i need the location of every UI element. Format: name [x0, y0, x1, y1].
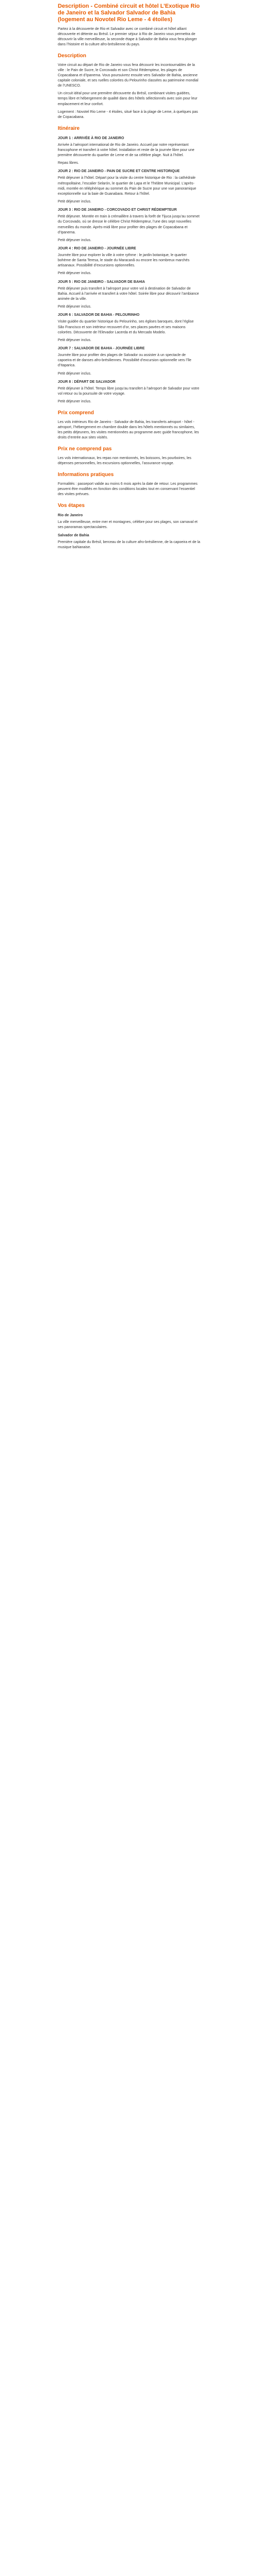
itinerary-day-title: JOUR 4 : RIO DE JANEIRO - JOURNÉE LIBRE: [58, 246, 136, 250]
itinerary-heading: Itinéraire: [58, 126, 80, 132]
notes-section: [58, 471, 200, 497]
itinerary-day: [58, 136, 200, 166]
visit-item: [58, 513, 200, 530]
included-section: [58, 410, 200, 440]
notes-heading: Informations pratiques: [58, 472, 114, 478]
description-paragraph: Un circuit idéal pour une première découverte du Brésil, combinant visites guidées, temps libre et hébergement de qualité dans des hôtels sélectionnés avec soin pour leur emplacement et leur confort.: [58, 92, 198, 106]
itinerary-day-title: JOUR 7 : SALVADOR DE BAHIA - JOURNÉE LIBRE: [58, 347, 145, 351]
visits-section: [58, 502, 200, 550]
visits-list: [58, 513, 200, 551]
itinerary-days: [58, 136, 200, 405]
itinerary-day-title: JOUR 8 : DÉPART DE SALVADOR: [58, 380, 116, 384]
itinerary-day-title: JOUR 3 : RIO DE JANEIRO - CORCOVADO ET CHRIST RÉDEMPTEUR: [58, 208, 177, 212]
visit-item: [58, 533, 200, 550]
not-included-text: Les vols internationaux, les repas non mentionnés, les boissons, les pourboires, les dépenses personnelles, les excursions optionnelles, l’assurance voyage.: [58, 456, 191, 465]
included-heading: Prix comprend: [58, 410, 94, 416]
visit-text: Première capitale du Brésil, berceau de la culture afro-brésilienne, de la capoeira et de la musique bahianaise.: [58, 540, 200, 550]
itinerary-day-text: Journée libre pour profiter des plages de Salvador ou assister à un spectacle de capoeira et de danses afro-brésiliennes. Possibilité d’excursion optionnelle vers l’île d’Itaparica.: [58, 353, 191, 368]
description-heading: Description: [58, 53, 87, 59]
included-text: Les vols intérieurs Rio de Janeiro - Salvador de Bahia, les transferts aéroport - hôtel - aéroport, l’hébergement en chambre double dans les hôtels mentionnés ou similaires, les petits déjeuners, les visites mentionnées au programme avec guide francophone, les droits d’entrée aux sites visités.: [58, 420, 199, 440]
description-paragraph: Votre circuit au départ de Rio de Janeiro vous fera découvrir les incontournables de la ville : le Pain de Sucre, le Corcovado et son Christ Rédempteur, les plages de Copacabana et d’Ipanema. Vous poursuivrez ensuite vers Salvador de Bahia, ancienne capitale coloniale, et ses ruelles colorées du Pelourinho classées au patrimoine mondial de l’UNESCO.: [58, 63, 199, 88]
intro-block: [58, 27, 200, 48]
itinerary-day-text: Journée libre pour explorer la ville à votre rythme : le jardin botanique, le quartier bohème de Santa Teresa, le stade du Maracanã ou encore les nombreux marchés artisanaux. Possibilité d’excursions optionnelles.: [58, 253, 190, 268]
itinerary-day-meals: Petit déjeuner inclus.: [58, 199, 91, 204]
itinerary-day-title: JOUR 2 : RIO DE JANEIRO - PAIN DE SUCRE ET CENTRE HISTORIQUE: [58, 170, 180, 174]
itinerary-day-meals: Petit déjeuner inclus.: [58, 338, 91, 342]
not-included-heading: Prix ne comprend pas: [58, 446, 112, 452]
itinerary-day-text: Arrivée à l’aéroport international de Rio de Janeiro. Accueil par notre représentant francophone et transfert à votre hôtel. Installation et reste de la journée libre pour une première découverte du quartier de Leme et de sa célèbre plage. Nuit à l’hôtel.: [58, 143, 195, 157]
itinerary-day: [58, 246, 200, 277]
notes-text: Formalités : passeport valide au moins 6 mois après la date de retour. Les programmes peuvent être modifiés en fonction des conditions locales tout en conservant l’essentiel des visites prévues.: [58, 482, 198, 496]
visits-heading: Vos étapes: [58, 503, 85, 509]
itinerary-day-title: JOUR 1 : ARRIVÉE À RIO DE JANEIRO: [58, 136, 124, 140]
not-included-section: [58, 446, 200, 466]
description-section: [58, 53, 200, 120]
itinerary-day: [58, 208, 200, 243]
itinerary-day-text: Petit déjeuner. Montée en train à crémaillère à travers la forêt de Tijuca jusqu’au sommet du Corcovado, où se dresse le célèbre Christ Rédempteur, l’une des sept nouvelles merveilles du monde. Après-midi libre pour profiter des plages de Copacabana et d’Ipanema.: [58, 215, 200, 234]
itinerary-day: [58, 380, 200, 405]
itinerary-day-text: Visite guidée du quartier historique du Pelourinho, ses églises baroques, dont l’église São Francisco et son intérieur recouvert d’or, ses places pavées et ses maisons colorées. Découverte de l’Elevador Lacerda et du Mercado Modelo.: [58, 320, 194, 334]
itinerary-day-meals: Petit déjeuner inclus.: [58, 238, 91, 242]
itinerary-day-text: Petit déjeuner à l’hôtel. Départ pour la visite du centre historique de Rio : la cathédrale métropolitaine, l’escalier Selarón, le quartier de Lapa et le Théâtre Municipal. L’après-midi, montée en téléphérique au sommet du Pain de Sucre pour une vue panoramique exceptionnelle sur la baie de Guanabara. Retour à l’hôtel.: [58, 176, 197, 196]
itinerary-section: [58, 125, 200, 404]
itinerary-day: [58, 169, 200, 205]
visit-text: La ville merveilleuse, entre mer et montagnes, célèbre pour ses plages, son carnaval et ses panoramas spectaculaires.: [58, 520, 198, 529]
itinerary-day-meals: Petit déjeuner inclus.: [58, 272, 91, 276]
itinerary-day-meals: Repas libres.: [58, 161, 79, 165]
visit-title: Rio de Janeiro: [58, 513, 83, 517]
itinerary-day: [58, 280, 200, 310]
itinerary-day-title: JOUR 6 : SALVADOR DE BAHIA - PELOURINHO: [58, 313, 140, 317]
intro-text: Partez à la découverte de Rio et Salvador avec ce combiné circuit et hôtel alliant découverte et détente au Brésil. Le premier séjour à Rio de Janeiro vous permettra de découvrir la ville merveilleuse, la seconde étape à Salvador de Bahia vous fera plonger dans l’histoire et la culture afro-brésilienne du pays.: [58, 27, 197, 46]
page-container: [0, 0, 258, 550]
itinerary-day: [58, 313, 200, 343]
itinerary-day-meals: Petit déjeuner inclus.: [58, 400, 91, 404]
description-paragraph: Logement : Novotel Rio Leme - 4 étoiles, situé face à la plage de Leme, à quelques pas de Copacabana.: [58, 110, 198, 119]
page-title: Description - Combiné circuit et hôtel L’Exotique Rio de Janeiro et la Salvador Salvador de Bahia (logement au Novotel Rio Leme - 4 étoiles): [58, 3, 200, 23]
itinerary-day-text: Petit déjeuner puis transfert à l’aéroport pour votre vol à destination de Salvador de Bahia. Accueil à l’arrivée et transfert à votre hôtel. Soirée libre pour découvrir l’ambiance animée de la ville.: [58, 286, 199, 301]
itinerary-day-meals: Petit déjeuner inclus.: [58, 371, 91, 376]
visit-title: Salvador de Bahia: [58, 533, 89, 537]
itinerary-day: [58, 346, 200, 377]
itinerary-day-meals: Petit déjeuner inclus.: [58, 305, 91, 309]
itinerary-day-text: Petit déjeuner à l’hôtel. Temps libre jusqu’au transfert à l’aéroport de Salvador pour votre vol retour ou la poursuite de votre voyage.: [58, 386, 200, 396]
itinerary-day-title: JOUR 5 : RIO DE JANEIRO - SALVADOR DE BAHIA: [58, 280, 145, 284]
